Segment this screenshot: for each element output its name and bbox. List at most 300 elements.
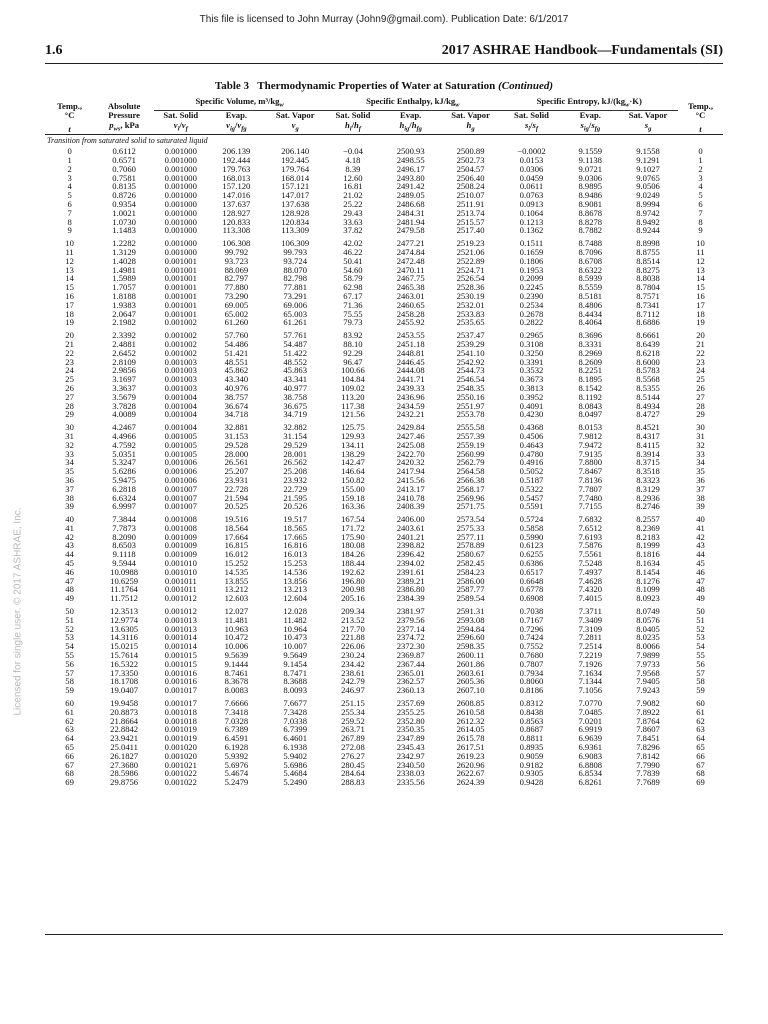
table-cell: 0 xyxy=(67,146,72,157)
table-cell: 62 xyxy=(696,715,705,726)
table-cell: 18.564 xyxy=(224,522,249,533)
table-cell: 42 xyxy=(65,531,74,542)
table-cell: 0.001008 xyxy=(164,522,197,533)
table-cell: 2573.54 xyxy=(456,514,485,525)
table-cell: 2472.48 xyxy=(396,255,425,266)
table-cell: 26.561 xyxy=(224,457,249,468)
table-cell: 6.1938 xyxy=(283,742,308,753)
table-cell: 8.3678 xyxy=(224,676,249,687)
table-cell: 51.422 xyxy=(283,347,308,358)
table-cell: 2605.36 xyxy=(456,676,485,687)
table-cell: 23.9421 xyxy=(110,733,139,744)
table-cell: 0.8438 xyxy=(519,706,544,717)
table-cell: 0.001014 xyxy=(164,641,197,652)
table-cell: 7.0328 xyxy=(224,715,249,726)
table-cell: 8.1276 xyxy=(636,575,660,586)
table-cell: 2582.45 xyxy=(456,558,485,569)
table-cell: 0.8135 xyxy=(112,181,136,192)
table-cell: 5.6976 xyxy=(224,759,249,770)
table-cell: 2577.11 xyxy=(456,531,485,542)
table-cell: 2624.39 xyxy=(456,777,485,788)
table-cell: 0.5457 xyxy=(519,492,544,503)
table-cell: 8.3129 xyxy=(636,483,660,494)
table-cell: 8.4434 xyxy=(578,308,603,319)
table-cell: 7.9472 xyxy=(578,439,603,450)
table-cell: 2562.79 xyxy=(456,457,485,468)
table-cell: 2524.71 xyxy=(456,264,485,275)
table-cell: 23 xyxy=(65,356,74,367)
table-cell: 45 xyxy=(696,558,705,569)
table-cell: 0.001000 xyxy=(164,225,197,236)
table-cell: 2453.55 xyxy=(396,330,425,341)
table-cell: 7.9135 xyxy=(578,448,603,459)
table-row xyxy=(45,450,723,459)
table-cell: 54 xyxy=(65,641,74,652)
table-cell: 8.9081 xyxy=(578,199,603,209)
table-cell: 25.0411 xyxy=(110,742,138,753)
table-cell: 0.001012 xyxy=(164,606,197,617)
table-cell: 2377.14 xyxy=(396,623,425,634)
table-cell: 0.001006 xyxy=(164,466,197,477)
table-cell: 6.6324 xyxy=(112,492,136,503)
table-cell: 19.516 xyxy=(224,514,249,525)
table-cell: 0.4091 xyxy=(519,400,544,411)
table-cell: 192.444 xyxy=(222,155,251,166)
table-cell: 2513.74 xyxy=(456,207,485,218)
table-cell: 2544.73 xyxy=(456,365,485,376)
table-cell: 8.2746 xyxy=(636,501,660,512)
table-cell: 10.0988 xyxy=(110,566,139,577)
table-cell: 2532.01 xyxy=(456,299,485,310)
table-cell: 8.9244 xyxy=(636,225,660,236)
table-cell: 8.39 xyxy=(345,163,361,174)
table-cell: 12 xyxy=(696,255,705,266)
table-cell: 92.29 xyxy=(343,347,363,358)
table-cell: 2394.02 xyxy=(396,558,425,569)
table-cell: 41 xyxy=(696,522,705,533)
table-cell: 61.260 xyxy=(224,317,249,328)
table-cell: 2521.06 xyxy=(456,246,485,257)
table-cell: 5.4684 xyxy=(283,768,308,779)
table-cell: 57.760 xyxy=(224,330,249,341)
table-cell: 77.881 xyxy=(283,282,308,293)
table-cell: 16.013 xyxy=(283,549,308,560)
table-cell: 22.729 xyxy=(283,483,308,494)
table-cell: 150.82 xyxy=(341,474,365,485)
table-cell: 2335.56 xyxy=(396,777,425,788)
table-cell: 2410.78 xyxy=(396,492,425,503)
table-cell: 66 xyxy=(65,750,74,761)
table-row xyxy=(45,594,723,603)
table-cell: 288.83 xyxy=(341,777,365,788)
table-cell: 2600.11 xyxy=(456,650,485,661)
table-cell: 0.001017 xyxy=(164,698,197,709)
table-cell: 0.001013 xyxy=(164,614,197,625)
table-cell: 3.7828 xyxy=(112,400,136,411)
table-cell: 2510.07 xyxy=(456,190,485,201)
table-cell: 40 xyxy=(696,514,705,525)
table-cell: 17.665 xyxy=(283,531,308,542)
table-cell: 0.2822 xyxy=(519,317,544,328)
table-cell: 2546.54 xyxy=(456,374,485,385)
table-cell: 26.1827 xyxy=(110,750,139,761)
table-cell: 64 xyxy=(65,733,74,744)
table-cell: 0.3250 xyxy=(519,347,544,358)
table-cell: 7.7873 xyxy=(112,522,136,533)
table-row xyxy=(45,616,723,625)
table-cell: 43.340 xyxy=(224,374,249,385)
table-cell: 12.60 xyxy=(343,172,363,183)
table-cell: 13.6305 xyxy=(110,623,139,634)
table-cell: 42.02 xyxy=(343,238,363,249)
table-cell: 2522.89 xyxy=(456,255,485,266)
table-cell: 46 xyxy=(65,566,74,577)
table-cell: 0.001022 xyxy=(164,768,197,779)
table-cell: 4.0089 xyxy=(112,409,136,420)
table-cell: 26.562 xyxy=(283,457,308,468)
table-cell: 65 xyxy=(696,742,705,753)
table-cell: 175.90 xyxy=(341,531,365,542)
table-cell: 0.1362 xyxy=(519,225,544,236)
table-cell: 7.8136 xyxy=(578,474,603,485)
table-cell: 18.1708 xyxy=(110,676,139,687)
table-cell: 9.1558 xyxy=(636,146,660,157)
table-cell: 79.73 xyxy=(343,317,363,328)
table-cell: 1.4981 xyxy=(112,264,136,275)
table-cell: 2620.96 xyxy=(456,759,485,770)
table-cell: 7.1926 xyxy=(578,658,603,669)
table-cell: 134.11 xyxy=(341,439,365,450)
table-row xyxy=(45,625,723,634)
table-cell: 2517.40 xyxy=(456,225,485,236)
table-cell: 8.2557 xyxy=(636,514,660,525)
table-cell: 65.003 xyxy=(283,308,308,319)
table-cell: 29.529 xyxy=(283,439,308,450)
table-cell: 16 xyxy=(696,290,705,301)
table-cell: 69 xyxy=(65,777,74,788)
table-cell: 0.001001 xyxy=(164,299,197,310)
table-cell: 8.9742 xyxy=(636,207,660,218)
table-cell: 5.6986 xyxy=(283,759,308,770)
table-cell: 1.2282 xyxy=(112,238,136,249)
table-cell: 46.22 xyxy=(343,246,363,257)
entr-solid-symbol: $s_i/s_f$ xyxy=(500,121,562,135)
table-cell: 251.15 xyxy=(341,698,365,709)
table-cell: 11.482 xyxy=(283,614,307,625)
table-cell: 109.02 xyxy=(341,382,365,393)
table-cell: 106.309 xyxy=(281,238,310,249)
table-cell: 10 xyxy=(65,238,74,249)
table-cell: 8.2183 xyxy=(636,531,660,542)
table-cell: 2386.80 xyxy=(396,584,425,595)
table-cell: 50 xyxy=(65,606,74,617)
table-cell: 9 xyxy=(67,225,72,236)
table-label: Table 3 xyxy=(214,80,250,92)
table-cell: 2381.97 xyxy=(396,606,425,617)
table-cell: 7.0201 xyxy=(578,715,603,726)
table-cell: 22 xyxy=(65,347,74,358)
table-cell: 0.4230 xyxy=(519,409,544,420)
table-cell: 2491.42 xyxy=(396,181,425,192)
table-cell: 27 xyxy=(696,391,705,402)
table-row xyxy=(45,467,723,476)
table-cell: 0.001016 xyxy=(164,667,197,678)
table-row xyxy=(45,156,723,165)
table-row xyxy=(45,432,723,441)
table-cell: 54.60 xyxy=(343,264,363,275)
table-cell: 8.7471 xyxy=(283,667,308,678)
table-cell: 37 xyxy=(65,483,74,494)
table-cell: 2415.56 xyxy=(396,474,425,485)
table-cell: 12.027 xyxy=(224,606,249,617)
table-cell: 4.7592 xyxy=(112,439,136,450)
table-cell: 45 xyxy=(65,558,74,569)
table-cell: 0.4916 xyxy=(519,457,544,468)
table-cell: 38 xyxy=(696,492,705,503)
header-rule xyxy=(45,63,723,64)
table-cell: 68 xyxy=(696,768,705,779)
table-row xyxy=(45,248,723,257)
table-cell: 7.7839 xyxy=(636,768,660,779)
table-cell: 0.2965 xyxy=(519,330,544,341)
table-cell: 6 xyxy=(698,199,703,209)
table-cell: 0.001000 xyxy=(164,146,197,157)
table-cell: 2360.13 xyxy=(396,685,425,696)
table-cell: 61 xyxy=(65,706,74,717)
table-cell: 75.55 xyxy=(343,308,363,319)
table-cell: 217.70 xyxy=(341,623,365,634)
table-cell: 13 xyxy=(65,264,74,275)
table-cell: 2350.35 xyxy=(396,724,425,735)
table-cell: 8.6218 xyxy=(636,347,660,358)
table-cell: 21 xyxy=(65,338,74,349)
table-cell: 155.00 xyxy=(341,483,365,494)
table-cell: 2355.25 xyxy=(396,706,425,717)
table-cell: 2.6452 xyxy=(112,347,136,358)
table-cell: 7.9243 xyxy=(636,685,660,696)
table-cell: 6.8808 xyxy=(578,759,603,770)
table-cell: 35 xyxy=(65,466,74,477)
table-cell: 8.9895 xyxy=(578,181,603,192)
table-cell: 21.595 xyxy=(283,492,308,503)
table-cell: 192.445 xyxy=(281,155,310,166)
table-cell: 2396.42 xyxy=(396,549,425,560)
table-caption xyxy=(0,80,768,92)
table-cell: 200.98 xyxy=(341,584,365,595)
table-cell: 0.6648 xyxy=(519,575,544,586)
table-cell: 6.9361 xyxy=(578,742,603,753)
table-cell: 0.6112 xyxy=(112,146,136,157)
table-cell: 6.9997 xyxy=(112,501,136,512)
table-cell: 5.4674 xyxy=(224,768,249,779)
table-cell: 25.22 xyxy=(343,199,363,209)
table-cell: 59 xyxy=(696,685,705,696)
table-cell: 179.764 xyxy=(281,163,310,174)
table-cell: 8.6708 xyxy=(578,255,603,266)
table-cell: 2417.94 xyxy=(396,466,425,477)
table-cell: 0.6123 xyxy=(519,540,544,551)
table-cell: 77.880 xyxy=(224,282,249,293)
table-cell: 8.4934 xyxy=(636,400,660,411)
table-row xyxy=(45,660,723,669)
table-cell: 2357.69 xyxy=(396,698,425,709)
table-cell: 2587.77 xyxy=(456,584,485,595)
table-cell: 2584.23 xyxy=(456,566,485,577)
table-cell: 96.47 xyxy=(343,356,363,367)
table-cell: 2551.97 xyxy=(456,400,485,411)
table-row xyxy=(45,349,723,358)
table-cell: 11 xyxy=(65,246,74,257)
table-cell: 179.763 xyxy=(222,163,251,174)
table-cell: 34.718 xyxy=(224,409,249,420)
table-cell: 73.291 xyxy=(283,290,308,301)
table-cell: 7.7155 xyxy=(578,501,603,512)
table-cell: 0.4780 xyxy=(519,448,544,459)
table-cell: 0.001000 xyxy=(164,181,197,192)
table-cell: 2559.19 xyxy=(456,439,485,450)
table-cell: 0.001005 xyxy=(164,439,197,450)
table-cell: 5.9392 xyxy=(224,750,249,761)
table-cell: 0.7581 xyxy=(112,172,136,183)
table-cell: 0.001000 xyxy=(164,238,197,249)
table-cell: 23 xyxy=(696,356,705,367)
table-cell: 0.3532 xyxy=(519,365,544,376)
table-cell: 0.8687 xyxy=(519,724,544,735)
table-cell: 1.3129 xyxy=(112,246,136,257)
table-cell: 0.001007 xyxy=(164,483,197,494)
table-cell: 12.604 xyxy=(283,593,308,604)
table-cell: 16.5322 xyxy=(110,658,139,669)
table-cell: 147.016 xyxy=(222,190,251,201)
table-cell: 2420.32 xyxy=(396,457,425,468)
table-cell: 17.3350 xyxy=(110,667,139,678)
table-row xyxy=(45,239,723,248)
table-cell: 117.38 xyxy=(341,400,365,411)
table-cell: 0.001007 xyxy=(164,501,197,512)
table-cell: 157.121 xyxy=(281,181,310,192)
table-cell: 0.001010 xyxy=(164,558,197,569)
table-cell: 0.001015 xyxy=(164,650,197,661)
table-cell: 9.0306 xyxy=(578,172,603,183)
table-cell: 31 xyxy=(65,430,74,441)
table-cell: 10.006 xyxy=(224,641,249,652)
table-cell: 0.5322 xyxy=(519,483,544,494)
table-cell: 7.3711 xyxy=(578,606,602,617)
table-row xyxy=(45,494,723,503)
table-cell: 99.793 xyxy=(283,246,308,257)
table-cell: 226.06 xyxy=(341,641,365,652)
table-cell: 13 xyxy=(696,264,705,275)
table-row xyxy=(45,301,723,310)
table-cell: 32 xyxy=(696,439,705,450)
table-cell: 0.001013 xyxy=(164,623,197,634)
table-cell: 8.9492 xyxy=(636,216,660,227)
table-cell: 8.2936 xyxy=(636,492,660,503)
table-cell: 38.757 xyxy=(224,391,249,402)
table-cell: 2477.21 xyxy=(396,238,425,249)
table-cell: 0.8935 xyxy=(519,742,544,753)
entr-evap-symbol: $s_{ig}/s_{fg}$ xyxy=(563,121,619,135)
table-cell: 8.5939 xyxy=(578,273,603,284)
table-cell: 30 xyxy=(65,422,74,433)
table-cell: 2541.10 xyxy=(456,347,485,358)
table-cell: 0.3952 xyxy=(519,391,544,402)
specific-volume-group: Specific Volume, $m^3/kg_w$ xyxy=(154,97,325,111)
table-cell: 0.6908 xyxy=(519,593,544,604)
table-cell: 0.8186 xyxy=(519,685,544,696)
table-cell: 2519.23 xyxy=(456,238,485,249)
table-cell: 2504.57 xyxy=(456,163,485,174)
table-cell: 0.001001 xyxy=(164,264,197,275)
table-row xyxy=(45,752,723,761)
table-cell: 2481.94 xyxy=(396,216,425,227)
table-row xyxy=(45,633,723,642)
table-cell: 58 xyxy=(696,676,705,687)
table-cell: 24 xyxy=(65,365,74,376)
table-cell: 34.719 xyxy=(283,409,308,420)
table-cell: 18.565 xyxy=(283,522,308,533)
table-cell: 7.9405 xyxy=(636,676,660,687)
enth-evap-symbol: $h_{ig}/h_{fg}$ xyxy=(381,121,441,135)
table-cell: 0.001004 xyxy=(164,422,197,433)
table-cell: 2425.08 xyxy=(396,439,425,450)
table-cell: 18 xyxy=(65,308,74,319)
table-cell: 5.2479 xyxy=(224,777,249,788)
table-row xyxy=(45,476,723,485)
table-cell: 7.4015 xyxy=(578,593,603,604)
enth-sat-vapor-label: Sat. Vapor xyxy=(451,110,490,121)
vol-vapor-symbol: $v_g$ xyxy=(265,121,325,135)
table-row xyxy=(45,669,723,678)
table-cell: 2.1982 xyxy=(112,317,136,328)
table-cell: 6.1928 xyxy=(224,742,249,753)
table-cell: 57 xyxy=(696,667,705,678)
table-cell: 205.16 xyxy=(341,593,365,604)
table-cell: 0.001019 xyxy=(164,733,197,744)
table-cell: 230.24 xyxy=(341,650,365,661)
table-cell: 36 xyxy=(696,474,705,485)
table-cell: 2391.61 xyxy=(396,566,425,577)
table-cell: 31.154 xyxy=(283,430,308,441)
table-cell: 2365.01 xyxy=(396,667,425,678)
table-cell: 8.4064 xyxy=(578,317,603,328)
table-cell: 180.08 xyxy=(341,540,365,551)
table-cell: 8.8278 xyxy=(578,216,603,227)
license-header: This file is licensed to John Murray (John9@gmail.com). Publication Date: 6/1/2017 xyxy=(199,14,569,25)
table-cell: 2413.17 xyxy=(396,483,425,494)
table-cell: 4 xyxy=(698,181,703,192)
table-cell: 3 xyxy=(698,172,703,183)
table-cell: 7.3109 xyxy=(578,623,603,634)
table-cell: 0.6255 xyxy=(519,549,544,560)
table-cell: 128.928 xyxy=(281,207,310,218)
table-cell: 25 xyxy=(696,374,705,385)
table-cell: 0.001001 xyxy=(164,290,197,301)
table-cell: 20 xyxy=(696,330,705,341)
table-cell: 61.261 xyxy=(283,317,308,328)
table-cell: 2489.05 xyxy=(396,190,425,201)
table-cell: 45.862 xyxy=(224,365,249,376)
table-cell: 6.8261 xyxy=(578,777,603,788)
table-cell: 2593.08 xyxy=(456,614,485,625)
table-cell: 128.927 xyxy=(222,207,251,218)
table-cell: 24 xyxy=(696,365,705,376)
table-cell: 0.001000 xyxy=(164,163,197,174)
table-cell: 7.7689 xyxy=(636,777,660,788)
table-cell: 9.0721 xyxy=(578,163,603,174)
table-cell: 7.6512 xyxy=(578,522,603,533)
table-cell: 0.001011 xyxy=(164,584,197,595)
